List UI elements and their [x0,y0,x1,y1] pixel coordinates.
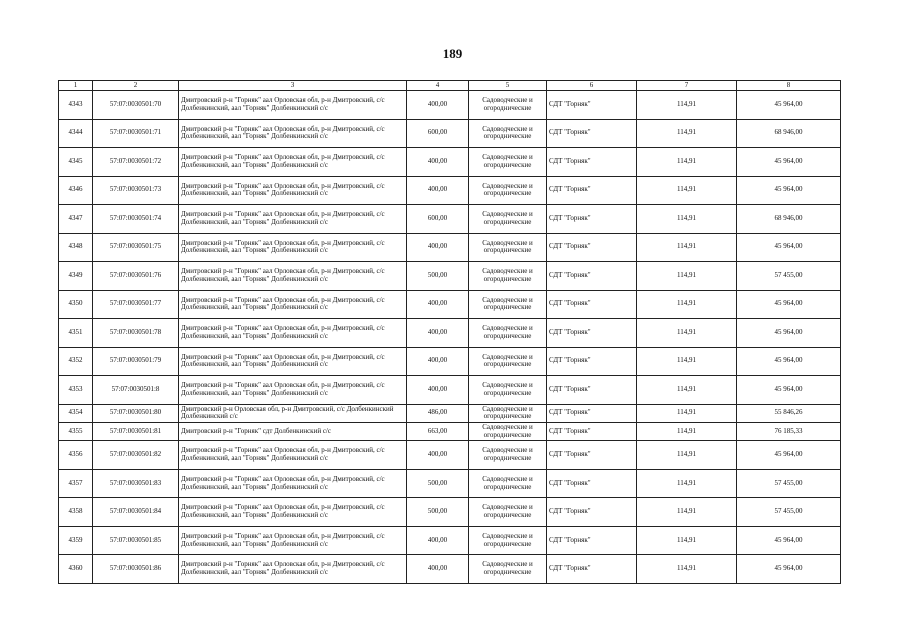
table-row [59,290,841,319]
address-cell: Дмитровский р-н "Горняк" аал Орловская обл, р-н Дмитровский, с/с Долбенкинский, аал "Горняк" Долбенкинский с/с [179,498,407,527]
row-number-cell: 4358 [59,498,93,527]
area-cell: 400,00 [407,319,469,348]
cadastral-number-cell: 57:07:0030501:72 [93,148,179,177]
cadastral-value-cell: 45 964,00 [737,526,841,555]
area-cell: 663,00 [407,422,469,440]
owner-cell: СДТ "Горняк" [547,469,637,498]
table-row [59,91,841,120]
cadastral-value-cell: 45 964,00 [737,555,841,584]
cadastral-number-cell: 57:07:0030501:74 [93,205,179,234]
land-use-cell: Садоводческие и огороднические [469,290,547,319]
area-cell: 400,00 [407,441,469,470]
cadastral-value-cell: 45 964,00 [737,347,841,376]
cadastral-value-cell: 57 455,00 [737,469,841,498]
table-row [59,205,841,234]
table-row [59,233,841,262]
area-cell: 400,00 [407,290,469,319]
owner-cell: СДТ "Горняк" [547,404,637,422]
specific-value-cell: 114,91 [637,233,737,262]
cadastral-value-cell: 45 964,00 [737,319,841,348]
specific-value-cell: 114,91 [637,262,737,291]
table-row [59,498,841,527]
page-number: 189 [442,46,463,61]
table-row [59,555,841,584]
row-number-cell: 4355 [59,422,93,440]
land-use-cell: Садоводческие и огороднические [469,441,547,470]
cadastral-number-cell: 57:07:0030501:82 [93,441,179,470]
specific-value-cell: 114,91 [637,91,737,120]
address-cell: Дмитровский р-н "Горняк" аал Орловская обл, р-н Дмитровский, с/с Долбенкинский, аал "Горняк" Долбенкинский с/с [179,148,407,177]
area-cell: 400,00 [407,347,469,376]
owner-cell: СДТ "Горняк" [547,422,637,440]
specific-value-cell: 114,91 [637,319,737,348]
cadastral-value-cell: 45 964,00 [737,91,841,120]
row-number-cell: 4346 [59,176,93,205]
row-number-cell: 4347 [59,205,93,234]
cadastral-value-cell: 57 455,00 [737,262,841,291]
cadastral-value-cell: 55 846,26 [737,404,841,422]
land-use-cell: Садоводческие и огороднические [469,148,547,177]
owner-cell: СДТ "Горняк" [547,233,637,262]
table-row [59,319,841,348]
land-use-cell: Садоводческие и огороднические [469,233,547,262]
address-cell: Дмитровский р-н "Горняк" аал Орловская обл, р-н Дмитровский, с/с Долбенкинский, аал "Горняк" Долбенкинский с/с [179,526,407,555]
column-header: 6 [547,81,637,91]
cadastral-number-cell: 57:07:0030501:86 [93,555,179,584]
owner-cell: СДТ "Горняк" [547,205,637,234]
land-use-cell: Садоводческие и огороднические [469,205,547,234]
column-header: 2 [93,81,179,91]
area-cell: 400,00 [407,233,469,262]
specific-value-cell: 114,91 [637,119,737,148]
address-cell: Дмитровский р-н Орловская обл, р-н Дмитровский, с/с Долбенкинский Долбенкинский с/с [179,404,407,422]
owner-cell: СДТ "Горняк" [547,376,637,405]
address-cell: Дмитровский р-н "Горняк" аал Орловская обл, р-н Дмитровский, с/с Долбенкинский, аал "Горняк" Долбенкинский с/с [179,319,407,348]
specific-value-cell: 114,91 [637,469,737,498]
land-use-cell: Садоводческие и огороднические [469,376,547,405]
land-use-cell: Садоводческие и огороднические [469,319,547,348]
land-use-cell: Садоводческие и огороднические [469,91,547,120]
land-use-cell: Садоводческие и огороднические [469,498,547,527]
row-number-cell: 4357 [59,469,93,498]
owner-cell: СДТ "Горняк" [547,441,637,470]
cadastral-number-cell: 57:07:0030501:70 [93,91,179,120]
row-number-cell: 4345 [59,148,93,177]
owner-cell: СДТ "Горняк" [547,176,637,205]
owner-cell: СДТ "Горняк" [547,526,637,555]
table-row [59,404,841,422]
table-row [59,469,841,498]
address-cell: Дмитровский р-н "Горняк" аал Орловская обл, р-н Дмитровский, с/с Долбенкинский, аал "Горняк" Долбенкинский с/с [179,262,407,291]
specific-value-cell: 114,91 [637,176,737,205]
cadastral-number-cell: 57:07:0030501:80 [93,404,179,422]
table-row [59,347,841,376]
address-cell: Дмитровский р-н "Горняк" аал Орловская обл, р-н Дмитровский, с/с Долбенкинский, аал "Горняк" Долбенкинский с/с [179,469,407,498]
table-row [59,148,841,177]
land-use-cell: Садоводческие и огороднические [469,347,547,376]
specific-value-cell: 114,91 [637,148,737,177]
table-row [59,422,841,440]
area-cell: 600,00 [407,119,469,148]
cadastral-number-cell: 57:07:0030501:83 [93,469,179,498]
table-row [59,526,841,555]
row-number-cell: 4348 [59,233,93,262]
owner-cell: СДТ "Горняк" [547,262,637,291]
table-body [59,91,841,584]
cadastral-number-cell: 57:07:0030501:84 [93,498,179,527]
table-row [59,262,841,291]
row-number-cell: 4349 [59,262,93,291]
land-use-cell: Садоводческие и огороднические [469,262,547,291]
cadastral-number-cell: 57:07:0030501:8 [93,376,179,405]
specific-value-cell: 114,91 [637,441,737,470]
area-cell: 500,00 [407,498,469,527]
row-number-cell: 4351 [59,319,93,348]
cadastral-number-cell: 57:07:0030501:71 [93,119,179,148]
owner-cell: СДТ "Горняк" [547,319,637,348]
area-cell: 600,00 [407,205,469,234]
column-header: 4 [407,81,469,91]
cadastral-value-cell: 57 455,00 [737,498,841,527]
column-header: 7 [637,81,737,91]
column-header: 8 [737,81,841,91]
table-row [59,441,841,470]
column-header: 5 [469,81,547,91]
specific-value-cell: 114,91 [637,422,737,440]
area-cell: 400,00 [407,376,469,405]
cadastral-value-cell: 76 185,33 [737,422,841,440]
column-header: 1 [59,81,93,91]
owner-cell: СДТ "Горняк" [547,119,637,148]
table-row [59,119,841,148]
land-use-cell: Садоводческие и огороднические [469,404,547,422]
owner-cell: СДТ "Горняк" [547,91,637,120]
area-cell: 500,00 [407,262,469,291]
cadastral-value-cell: 45 964,00 [737,441,841,470]
cadastral-value-cell: 68 946,00 [737,205,841,234]
area-cell: 500,00 [407,469,469,498]
row-number-cell: 4352 [59,347,93,376]
row-number-cell: 4343 [59,91,93,120]
row-number-cell: 4353 [59,376,93,405]
owner-cell: СДТ "Горняк" [547,290,637,319]
table-row [59,376,841,405]
area-cell: 486,00 [407,404,469,422]
row-number-cell: 4359 [59,526,93,555]
specific-value-cell: 114,91 [637,526,737,555]
cadastral-number-cell: 57:07:0030501:79 [93,347,179,376]
cadastral-value-cell: 45 964,00 [737,233,841,262]
land-use-cell: Садоводческие и огороднические [469,176,547,205]
row-number-cell: 4344 [59,119,93,148]
cadastral-number-cell: 57:07:0030501:76 [93,262,179,291]
address-cell: Дмитровский р-н "Горняк" аал Орловская обл, р-н Дмитровский, с/с Долбенкинский, аал "Горняк" Долбенкинский с/с [179,376,407,405]
row-number-cell: 4356 [59,441,93,470]
address-cell: Дмитровский р-н "Горняк" аал Орловская обл, р-н Дмитровский, с/с Долбенкинский, аал "Горняк" Долбенкинский с/с [179,205,407,234]
column-header: 3 [179,81,407,91]
row-number-cell: 4354 [59,404,93,422]
owner-cell: СДТ "Горняк" [547,498,637,527]
cadastral-number-cell: 57:07:0030501:85 [93,526,179,555]
cadastral-number-cell: 57:07:0030501:81 [93,422,179,440]
address-cell: Дмитровский р-н "Горняк" аал Орловская обл, р-н Дмитровский, с/с Долбенкинский, аал "Горняк" Долбенкинский с/с [179,176,407,205]
cadastral-value-cell: 45 964,00 [737,290,841,319]
area-cell: 400,00 [407,176,469,205]
address-cell: Дмитровский р-н "Горняк" аал Орловская обл, р-н Дмитровский, с/с Долбенкинский, аал "Горняк" Долбенкинский с/с [179,119,407,148]
cadastral-number-cell: 57:07:0030501:77 [93,290,179,319]
cadastral-value-cell: 45 964,00 [737,148,841,177]
specific-value-cell: 114,91 [637,404,737,422]
cadastral-value-cell: 45 964,00 [737,176,841,205]
area-cell: 400,00 [407,148,469,177]
owner-cell: СДТ "Горняк" [547,148,637,177]
owner-cell: СДТ "Горняк" [547,347,637,376]
address-cell: Дмитровский р-н "Горняк" аал Орловская обл, р-н Дмитровский, с/с Долбенкинский, аал "Горняк" Долбенкинский с/с [179,347,407,376]
address-cell: Дмитровский р-н "Горняк" аал Орловская обл, р-н Дмитровский, с/с Долбенкинский, аал "Горняк" Долбенкинский с/с [179,441,407,470]
land-use-cell: Садоводческие и огороднические [469,119,547,148]
specific-value-cell: 114,91 [637,290,737,319]
address-cell: Дмитровский р-н "Горняк" аал Орловская обл, р-н Дмитровский, с/с Долбенкинский, аал "Горняк" Долбенкинский с/с [179,555,407,584]
address-cell: Дмитровский р-н "Горняк" аал Орловская обл, р-н Дмитровский, с/с Долбенкинский, аал "Горняк" Долбенкинский с/с [179,91,407,120]
land-use-cell: Садоводческие и огороднические [469,422,547,440]
row-number-cell: 4360 [59,555,93,584]
cadastral-number-cell: 57:07:0030501:78 [93,319,179,348]
area-cell: 400,00 [407,91,469,120]
land-use-cell: Садоводческие и огороднические [469,469,547,498]
cadastral-number-cell: 57:07:0030501:73 [93,176,179,205]
specific-value-cell: 114,91 [637,347,737,376]
registry-table [58,80,841,584]
cadastral-value-cell: 68 946,00 [737,119,841,148]
cadastral-value-cell: 45 964,00 [737,376,841,405]
specific-value-cell: 114,91 [637,498,737,527]
land-use-cell: Садоводческие и огороднические [469,526,547,555]
specific-value-cell: 114,91 [637,376,737,405]
row-number-cell: 4350 [59,290,93,319]
table-row [59,176,841,205]
table-header-row [59,81,841,91]
address-cell: Дмитровский р-н "Горняк" аал Орловская обл, р-н Дмитровский, с/с Долбенкинский, аал "Горняк" Долбенкинский с/с [179,290,407,319]
address-cell: Дмитровский р-н "Горняк" аал Орловская обл, р-н Дмитровский, с/с Долбенкинский, аал "Горняк" Долбенкинский с/с [179,233,407,262]
specific-value-cell: 114,91 [637,205,737,234]
land-use-cell: Садоводческие и огороднические [469,555,547,584]
area-cell: 400,00 [407,555,469,584]
specific-value-cell: 114,91 [637,555,737,584]
cadastral-number-cell: 57:07:0030501:75 [93,233,179,262]
owner-cell: СДТ "Горняк" [547,555,637,584]
area-cell: 400,00 [407,526,469,555]
address-cell: Дмитровский р-н "Горняк" сдт Долбенкинский с/с [179,422,407,440]
